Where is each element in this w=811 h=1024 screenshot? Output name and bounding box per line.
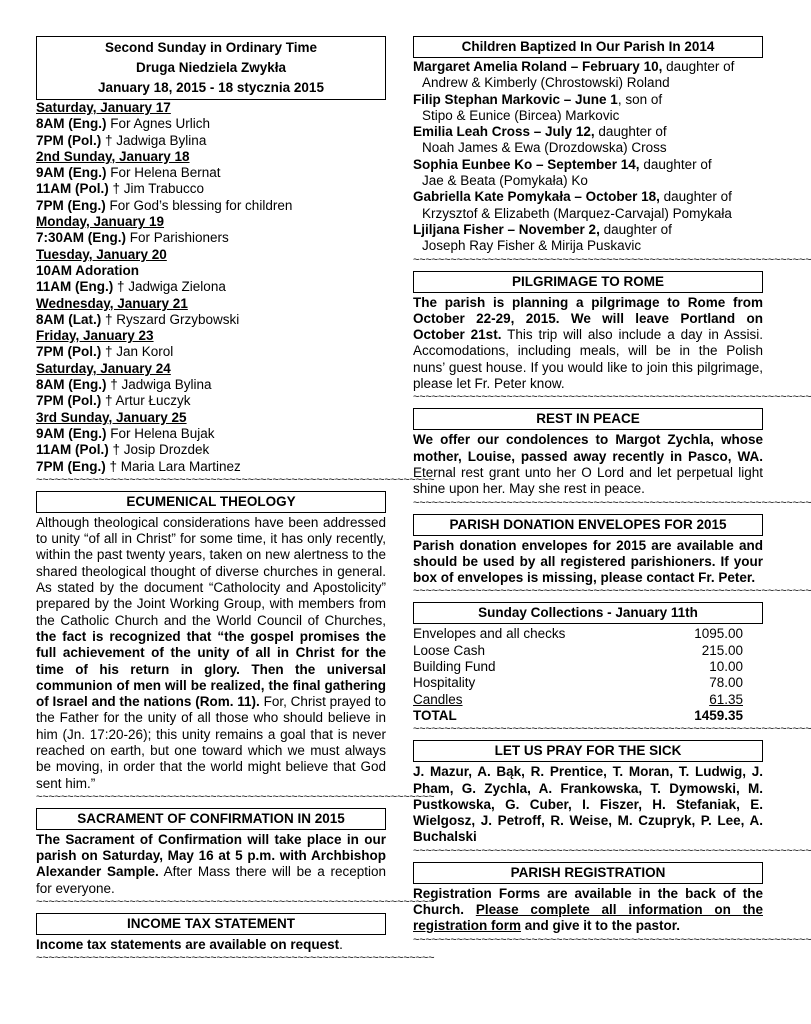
tax-text-bold: Income tax statements are available on request [36, 937, 340, 953]
separator: ~~~~~~~~~~~~~~~~~~~~~~~~~~~~~~~~~~~~~~~~~~~~~~~~~~~~~~~~~~~~~~~~ [413, 585, 811, 598]
mass-intention: For Helena Bujak [106, 425, 215, 441]
separator: ~~~~~~~~~~~~~~~~~~~~~~~~~~~~~~~~~~~~~~~~~~~~~~~~~~~~~~~~~~~~~~~~ [413, 496, 811, 509]
schedule-mass [36, 377, 386, 393]
schedule-mass [36, 344, 386, 360]
mass-intention: † Jim Trabucco [108, 181, 205, 197]
mass-intention: For Parishioners [126, 230, 229, 246]
sick-title: LET US PRAY FOR THE SICK [413, 740, 763, 762]
collections-row [413, 675, 743, 691]
collection-amount: 215.00 [701, 642, 743, 658]
registration-underlined: Please complete all information on the registration form [413, 901, 763, 934]
registration-part1: Registration Forms are available in the back of the Church. [413, 885, 763, 917]
rip-bold: We offer our condolences to Margot Zychla, whose mother, Louise, passed away recently in Pasco, WA. [413, 432, 763, 464]
separator: ~~~~~~~~~~~~~~~~~~~~~~~~~~~~~~~~~~~~~~~~~~~~~~~~~~~~~~~~~~~~~~~~ [413, 253, 811, 266]
schedule-mass [36, 133, 386, 149]
sick-text: J. Mazur, A. Bąk, R. Prentice, T. Moran, T. Ludwig, J. Pham, G. Zychla, A. Frankowska, T. Dymowski, M. Pustkowska, G. Cuber, I. Fiszer, H. Stefaniak, E. Wielgosz, J. Petroff, R. Weise, M. Czupryk, P. Lee, A. Buchalski [413, 764, 763, 845]
mass-time: 7PM (Pol.) [36, 132, 102, 148]
schedule-day: Saturday, January 24 [36, 360, 171, 376]
schedule-mass [36, 426, 386, 442]
collections-title: Sunday Collections - January 11th [413, 602, 763, 624]
mass-time: 8AM (Eng.) [36, 116, 107, 132]
collections-row [413, 626, 743, 642]
baptized-relation: daughter of [599, 221, 672, 237]
tax-text [36, 937, 386, 953]
envelopes-text: Parish donation envelopes for 2015 are available and should be used by all registered parishioners. If your box of envelopes is missing, please contact Fr. Peter. [413, 537, 763, 586]
ecumenical-bold: the fact is recognized that “the gospel promises the full achievement of the unity of all in Christ for the time of his return in glory. Then the universal communion of men will be realized, the final gathering of Israel and the nations (Rom. 11). [36, 628, 386, 710]
collection-label: Building Fund [413, 659, 496, 675]
separator: ~~~~~~~~~~~~~~~~~~~~~~~~~~~~~~~~~~~~~~~~~~~~~~~~~~~~~~~~~~~~~~~~ [36, 473, 435, 486]
schedule-mass [36, 116, 386, 132]
pilgrimage-rest: This trip will also include a day in Assisi. Accomodations, including meals, will be in the Polish nuns’ guest house. If you would like to join this pilgrimage, please let Fr. Peter know. [413, 327, 764, 392]
collection-label: Hospitality [413, 675, 476, 691]
collections-row [413, 692, 743, 708]
baptized-parents: Joseph Ray Fisher & Mirija Puskavic [422, 238, 642, 254]
pilgrimage-title: PILGRIMAGE TO ROME [413, 271, 763, 293]
separator: ~~~~~~~~~~~~~~~~~~~~~~~~~~~~~~~~~~~~~~~~~~~~~~~~~~~~~~~~~~~~~~~~ [36, 952, 435, 965]
mass-time: 10AM Adoration [36, 262, 140, 278]
baptized-entry [413, 189, 763, 205]
baptized-parents: Andrew & Kimberly (Chrostowski) Roland [422, 75, 670, 91]
schedule-mass [36, 230, 386, 246]
collection-amount: 61.35 [709, 691, 743, 707]
header-line2: Druga Niedziela Zwykła [135, 60, 287, 75]
schedule-day: Saturday, January 17 [36, 100, 171, 115]
collections-total-row [413, 708, 743, 724]
baptized-entry [413, 222, 763, 238]
collections-table [413, 626, 743, 724]
mass-intention: † Artur Łuczyk [101, 393, 191, 409]
collections-row [413, 659, 743, 675]
mass-intention: For God’s blessing for children [105, 197, 293, 213]
mass-intention: † Jan Korol [101, 344, 174, 360]
baptized-entry [413, 157, 763, 173]
separator: ~~~~~~~~~~~~~~~~~~~~~~~~~~~~~~~~~~~~~~~~~~~~~~~~~~~~~~~~~~~~~~~~ [36, 790, 435, 803]
schedule-day: 3rd Sunday, January 25 [36, 409, 187, 425]
baptized-title: Children Baptized In Our Parish In 2014 [413, 36, 763, 58]
mass-time: 11AM (Pol.) [36, 442, 109, 458]
schedule-day: Wednesday, January 21 [36, 295, 188, 311]
baptized-name: Ljiljana Fisher – November 2, [413, 221, 600, 237]
schedule-mass [36, 312, 386, 328]
baptized-parents: Jae & Beata (Pomykała) Ko [422, 173, 588, 189]
header-line1: Second Sunday in Ordinary Time [104, 40, 318, 55]
rip-title: REST IN PEACE [413, 408, 763, 430]
collection-amount: 10.00 [709, 659, 743, 675]
baptized-name: Filip Stephan Markovic – June 1 [413, 91, 618, 107]
collection-label: Loose Cash [413, 642, 486, 658]
mass-time: 8AM (Lat.) [36, 311, 102, 327]
separator: ~~~~~~~~~~~~~~~~~~~~~~~~~~~~~~~~~~~~~~~~~~~~~~~~~~~~~~~~~~~~~~~~ [413, 723, 811, 736]
mass-time: 9AM (Eng.) [36, 165, 107, 181]
registration-text [413, 886, 763, 935]
baptized-relation: daughter of [659, 189, 732, 205]
ecumenical-text [36, 515, 386, 792]
envelopes-title: PARISH DONATION ENVELOPES FOR 2015 [413, 514, 763, 536]
baptized-relation: daughter of [639, 156, 712, 172]
baptized-list [413, 59, 763, 255]
collection-label: Candles [413, 691, 463, 707]
schedule-day: Tuesday, January 20 [36, 246, 167, 262]
mass-time: 11AM (Eng.) [36, 279, 114, 295]
right-column [413, 36, 811, 946]
mass-schedule [36, 100, 386, 475]
mass-intention: † Ryszard Grzybowski [101, 311, 240, 327]
schedule-mass [36, 442, 386, 458]
tax-text-end: . [339, 937, 343, 953]
baptized-entry [413, 59, 763, 75]
mass-intention: † Josip Drozdek [108, 442, 210, 458]
baptized-relation: daughter of [594, 124, 667, 140]
mass-time: 7PM (Eng.) [36, 197, 106, 213]
registration-part2: and give it to the pastor. [521, 918, 681, 934]
baptized-name: Margaret Amelia Roland – February 10, [413, 59, 663, 74]
mass-time: 7PM (Pol.) [36, 393, 102, 409]
schedule-day: Friday, January 23 [36, 328, 154, 344]
baptized-name: Sophia Eunbee Ko – September 14, [413, 156, 640, 172]
confirmation-title: SACRAMENT OF CONFIRMATION IN 2015 [36, 808, 386, 830]
schedule-mass [36, 459, 386, 475]
total-amount: 1459.35 [694, 707, 743, 723]
total-label: TOTAL [413, 707, 457, 723]
schedule-mass [36, 181, 386, 197]
pilgrimage-text [413, 295, 763, 393]
schedule-mass [36, 279, 386, 295]
baptized-parents: Noah James & Ewa (Drozdowska) Cross [422, 140, 667, 156]
baptized-entry [413, 92, 763, 108]
baptized-name: Emilia Leah Cross – July 12, [413, 124, 595, 140]
mass-time: 11AM (Pol.) [36, 181, 109, 197]
mass-time: 7PM (Pol.) [36, 344, 102, 360]
mass-time: 9AM (Eng.) [36, 425, 107, 441]
pilgrimage-bold: The parish is planning a pilgrimage to Rome from October 22-29, 2015. We will leave Portland on October 21st. [413, 294, 763, 343]
registration-title: PARISH REGISTRATION [413, 862, 763, 884]
baptized-entry [413, 124, 763, 140]
schedule-mass [36, 165, 386, 181]
baptized-relation: daughter of [662, 59, 735, 74]
tax-title: INCOME TAX STATEMENT [36, 913, 386, 935]
mass-intention: For Agnes Urlich [106, 116, 211, 132]
header-line3: January 18, 2015 - 18 stycznia 2015 [98, 80, 324, 95]
ecumenical-title: ECUMENICAL THEOLOGY [36, 491, 386, 513]
mass-intention: † Jadwiga Bylina [101, 132, 207, 148]
collection-amount: 1095.00 [694, 626, 743, 642]
rip-rest: Eternal rest grant unto her O Lord and let perpetual light shine upon her. May she rest in peace. [413, 464, 763, 497]
mass-intention: For Helena Bernat [106, 165, 221, 181]
rip-text [413, 432, 763, 497]
collection-amount: 78.00 [709, 675, 743, 691]
mass-time: 8AM (Eng.) [36, 377, 107, 393]
baptized-parents: Stipo & Eunice (Bircea) Markovic [422, 107, 620, 123]
separator: ~~~~~~~~~~~~~~~~~~~~~~~~~~~~~~~~~~~~~~~~~~~~~~~~~~~~~~~~~~~~~~~~ [413, 933, 811, 946]
confirmation-text [36, 832, 386, 897]
separator: ~~~~~~~~~~~~~~~~~~~~~~~~~~~~~~~~~~~~~~~~~~~~~~~~~~~~~~~~~~~~~~~~ [36, 896, 435, 909]
confirmation-rest: After Mass there will be a reception for everyone. [36, 864, 386, 896]
schedule-day: Monday, January 19 [36, 214, 165, 230]
mass-time: 7:30AM (Eng.) [36, 230, 127, 246]
schedule-day: 2nd Sunday, January 18 [36, 148, 190, 164]
ecumenical-part2: For, Christ prayed to the Father for the unity of all those who should believe in him (Jn. 17:20-26); this unity remains a goal that is never reached on earth, but one toward which we must always be moving, in order that the world might believe that God sent him.” [36, 694, 386, 791]
ecumenical-part1: Although theological considerations have been addressed to unity “of all in Christ” for some time, it has only recently, within the past twenty years, taken on new alertness to the shared theological thought of diverse churches in general. As stated by the document “Catholocity and Apostolicity” prepared by the Joint Working Group, with members from the Catholic Church and the World Council of Churches, [36, 514, 386, 628]
schedule-mass [36, 198, 386, 214]
schedule-mass [36, 393, 386, 409]
confirmation-bold: The Sacrament of Confirmation will take place in our parish on Saturday, May 16 at 5 p.m. with Archbishop Alexander Sample. [36, 831, 386, 880]
separator: ~~~~~~~~~~~~~~~~~~~~~~~~~~~~~~~~~~~~~~~~~~~~~~~~~~~~~~~~~~~~~~~~ [413, 391, 811, 404]
separator: ~~~~~~~~~~~~~~~~~~~~~~~~~~~~~~~~~~~~~~~~~~~~~~~~~~~~~~~~~~~~~~~~ [413, 844, 811, 857]
mass-intention: † Jadwiga Zielona [113, 279, 226, 295]
collections-row [413, 643, 743, 659]
bulletin-header [36, 36, 386, 100]
mass-intention: † Jadwiga Bylina [106, 377, 212, 393]
mass-intention: † Maria Lara Martinez [105, 458, 241, 474]
baptized-relation: , son of [617, 91, 663, 107]
schedule-mass [36, 263, 386, 279]
baptized-name: Gabriella Kate Pomykała – October 18, [413, 189, 660, 205]
baptized-parents: Krzysztof & Elizabeth (Marquez-Carvajal) Pomykała [422, 205, 732, 221]
collection-label: Envelopes and all checks [413, 626, 566, 642]
mass-time: 7PM (Eng.) [36, 458, 106, 474]
